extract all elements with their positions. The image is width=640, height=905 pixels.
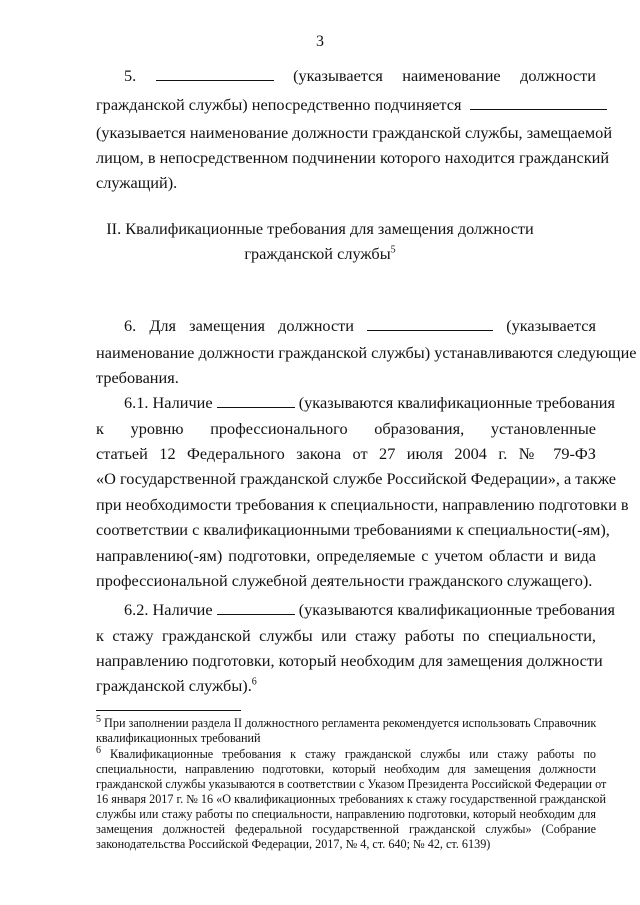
footnote-ref-6: 6 bbox=[251, 676, 257, 688]
word: образования, bbox=[374, 419, 465, 438]
item61-line1 bbox=[124, 393, 616, 413]
word: Федерального bbox=[187, 444, 285, 463]
word: закона bbox=[296, 444, 342, 463]
word: № bbox=[518, 444, 542, 463]
word: 12 bbox=[159, 444, 176, 463]
section-title-line2 bbox=[0, 244, 640, 264]
footnote-6-line2: специальности, направлению подготовки, который необходим для замещения должности bbox=[96, 762, 596, 776]
word: июля bbox=[406, 444, 443, 463]
blank-field bbox=[470, 95, 607, 110]
section-title-text: гражданской службы bbox=[244, 244, 391, 263]
word: статьей bbox=[96, 444, 148, 463]
item61-line4: «О государственной гражданской службе Российской Федерации», а также bbox=[96, 469, 616, 488]
item6-line2: наименование должности гражданской службы) устанавливаются следующие bbox=[96, 343, 637, 362]
item61-line8: профессиональной служебной деятельности гражданского служащего). bbox=[96, 571, 593, 590]
item5-line3: (указывается наименование должности гражданской службы, замещаемой bbox=[96, 123, 613, 142]
item62-line4-text: гражданской службы). bbox=[96, 676, 252, 695]
item61-line7: направлению(-ям) подготовки, определяемые с учетом области и вида bbox=[96, 546, 596, 565]
footnote-6-line6: замещения должностей федеральной государственной гражданской службы» (Собрание bbox=[96, 822, 596, 836]
item6-text-a: Для bbox=[149, 316, 177, 335]
blank-field bbox=[217, 393, 295, 408]
item61-text: (указываются квалификационные требования bbox=[298, 393, 616, 412]
footnote-6-line3: гражданской службы указываются в соответствии с Указом Президента Российской Федерации от bbox=[96, 777, 607, 791]
footnote-6-line5: службы или стажу работы по специальности, направлению подготовки, который необходим для bbox=[96, 807, 596, 821]
item5-number: 5. bbox=[124, 66, 137, 85]
item62-line2: к стажу гражданской службы или стажу работы по специальности, bbox=[96, 626, 596, 645]
footnote-6-text: Квалификационные требования к стажу гражданской службы или стажу работы по bbox=[110, 747, 596, 761]
footnote-ref-5: 5 bbox=[390, 244, 396, 256]
item5-text-a: (указывается bbox=[293, 66, 383, 85]
item5-line1 bbox=[124, 66, 596, 86]
item6-line3: требования. bbox=[96, 368, 179, 387]
page-number: 3 bbox=[316, 33, 324, 50]
item5-text-b: наименование bbox=[402, 66, 501, 85]
item61-line2 bbox=[96, 419, 596, 439]
word: установленные bbox=[490, 419, 597, 438]
item6-line1 bbox=[124, 316, 596, 336]
item6-text-b: замещения bbox=[189, 316, 266, 335]
item5-line4: лицом, в непосредственном подчинении которого находится гражданский bbox=[96, 148, 610, 167]
item6-number: 6. bbox=[124, 316, 137, 335]
blank-field bbox=[217, 600, 295, 615]
footnote-6-line7: законодательства Российской Федерации, 2017, № 4, ст. 640; № 42, ст. 6139) bbox=[96, 837, 491, 851]
item62-line3: направлению подготовки, который необходим для замещения должности bbox=[96, 651, 603, 670]
item62-line4 bbox=[96, 676, 596, 696]
item5-line2 bbox=[96, 95, 596, 115]
section-title-line1: II. Квалификационные требования для замещения должности bbox=[106, 219, 534, 238]
item61-line3 bbox=[96, 444, 596, 464]
word: 27 bbox=[379, 444, 396, 463]
word: от bbox=[352, 444, 368, 463]
item61-label: 6.1. Наличие bbox=[124, 393, 213, 412]
blank-field bbox=[156, 66, 274, 81]
item5-line2-text: гражданской службы) непосредственно подчиняется bbox=[96, 95, 462, 114]
blank-field bbox=[367, 316, 493, 331]
footnote-5-line1 bbox=[96, 713, 597, 731]
item62-label: 6.2. Наличие bbox=[124, 600, 213, 619]
word: профессионального bbox=[210, 419, 348, 438]
footnote-5-text: При заполнении раздела II должностного регламента рекомендуется использовать Справочник bbox=[104, 716, 597, 730]
word: к bbox=[96, 419, 104, 438]
word: 79-ФЗ bbox=[553, 444, 596, 463]
word: 2004 bbox=[454, 444, 487, 463]
word: г. bbox=[498, 444, 508, 463]
item62-line1 bbox=[124, 600, 616, 620]
footnote-6-mark: 6 bbox=[96, 744, 101, 756]
item61-line5: при необходимости требования к специальности, направлению подготовки в bbox=[96, 495, 629, 514]
item6-text-c: должности bbox=[278, 316, 355, 335]
item5-text-c: должности bbox=[520, 66, 596, 85]
footnote-5-line2: квалификационных требований bbox=[96, 731, 261, 745]
item5-line5: служащий). bbox=[96, 173, 178, 192]
item61-line6: соответствии с квалификационными требованиями к специальности(-ям), bbox=[96, 520, 610, 539]
footnote-5-mark: 5 bbox=[96, 713, 101, 725]
word: уровню bbox=[130, 419, 184, 438]
footnote-separator bbox=[96, 710, 241, 711]
item6-text-d: (указывается bbox=[506, 316, 596, 335]
footnote-6-line1 bbox=[96, 744, 596, 762]
item62-text: (указываются квалификационные требования bbox=[298, 600, 616, 619]
footnote-6-line4: 16 января 2017 г. № 16 «О квалификационных требованиях к стажу государственной гражданской bbox=[96, 792, 606, 806]
